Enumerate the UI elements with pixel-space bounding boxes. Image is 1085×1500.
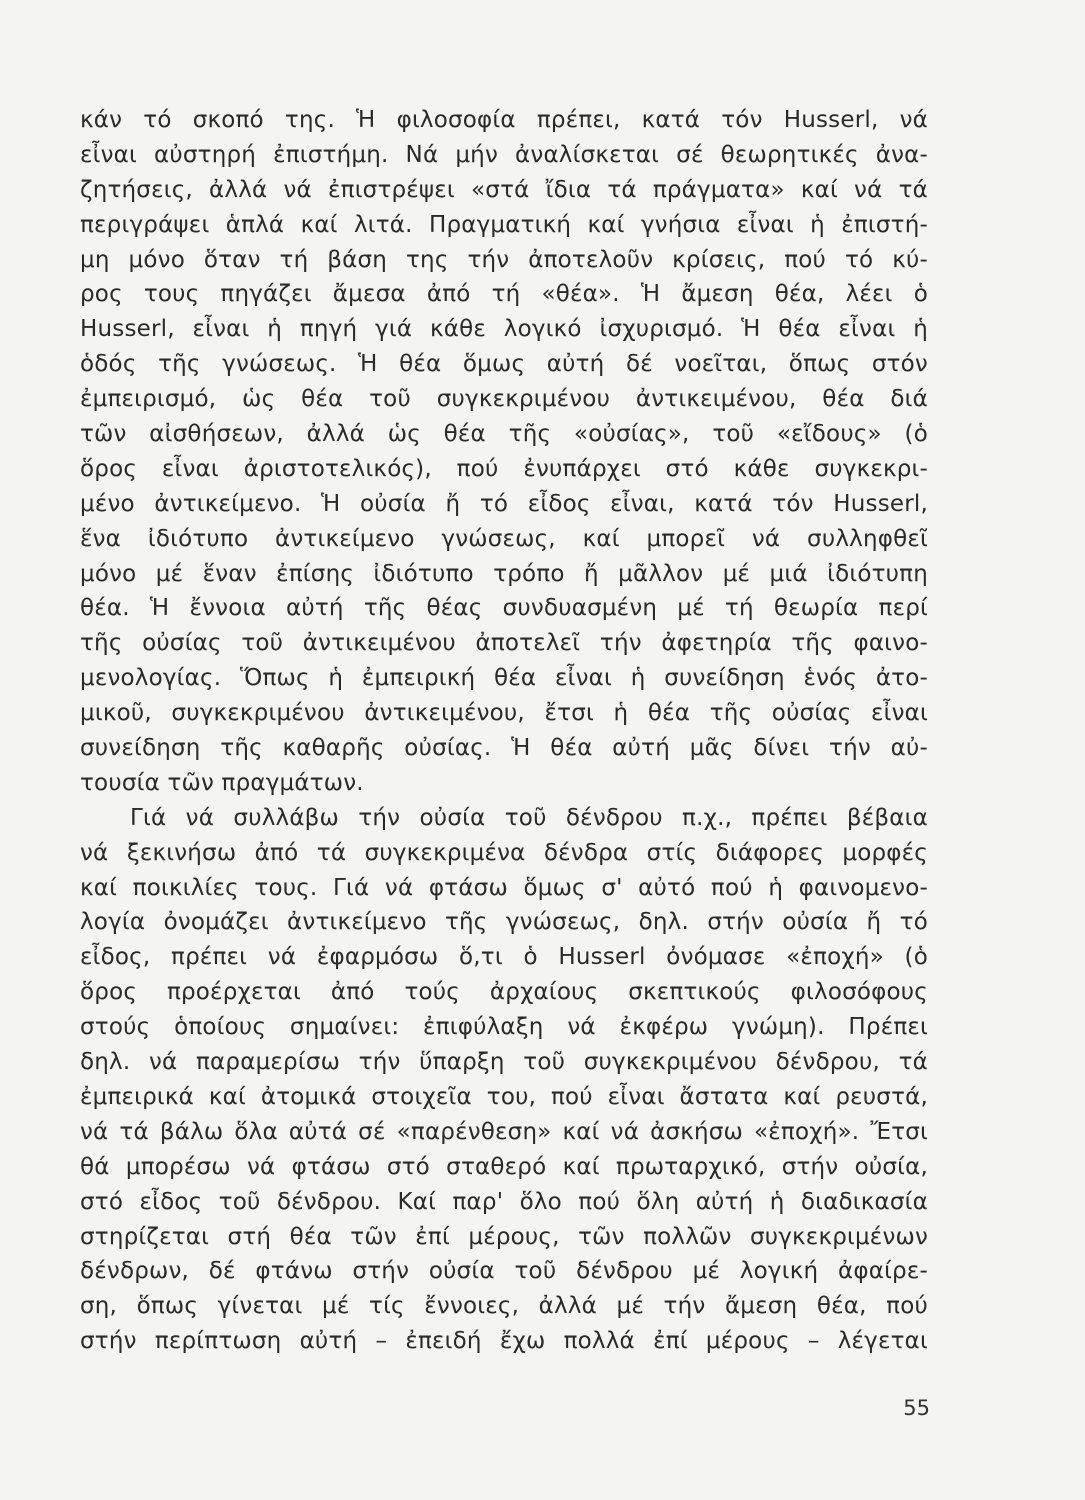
text-line: θέα. Ἡ ἔννοια αὐτή τῆς θέας συνδυασμένη μέ τή θεωρία περί: [80, 595, 928, 622]
page-number: 55: [903, 1396, 930, 1420]
text-line: τουσία τῶν πραγμάτων.: [80, 769, 364, 796]
text-line: λογία ὀνομάζει ἀντικείμενο τῆς γνώσεως, δηλ. στήν οὐσία ἤ τό: [80, 909, 928, 936]
text-line: θά μπορέσω νά φτάσω στό σταθερό καί πρωταρχικό, στήν οὐσία,: [80, 1153, 928, 1180]
text-line: καί ποικιλίες τους. Γιά νά φτάσω ὅμως σ' αὐτό πού ἡ φαινομενο-: [80, 874, 928, 901]
text-line: νά ξεκινήσω ἀπό τά συγκεκριμένα δένδρα στίς διάφορες μορφές: [80, 839, 928, 866]
text-line: ρος τους πηγάζει ἄμεσα ἀπό τή «θέα». Ἡ ἄμεση θέα, λέει ὁ: [80, 281, 928, 308]
text-line: μενολογίας. Ὅπως ἡ ἐμπειρική θέα εἶναι ἡ συνείδηση ἑνός ἀτο-: [80, 665, 928, 692]
text-line: μένο ἀντικείμενο. Ἡ οὐσία ἤ τό εἶδος εἶναι, κατά τόν Husserl,: [80, 490, 928, 517]
text-line: ἐμπειρικά καί ἀτομικά στοιχεῖα του, πού εἶναι ἄστατα καί ρευστά,: [80, 1083, 928, 1110]
text-line: στούς ὁποίους σημαίνει: ἐπιφύλαξη νά ἐκφέρω γνώμη). Πρέπει: [80, 1014, 928, 1041]
text-line: ὅρος εἶναι ἀριστοτελικός), πού ἐνυπάρχει στό κάθε συγκεκρι-: [80, 455, 928, 482]
text-line: ἐμπειρισμό, ὡς θέα τοῦ συγκεκριμένου ἀντικειμένου, θέα διά: [80, 386, 928, 413]
text-line: στήν περίπτωση αὐτή – ἐπειδή ἔχω πολλά ἐπί μέρους – λέγεται: [80, 1328, 928, 1355]
text-line: Husserl, εἶναι ἡ πηγή γιά κάθε λογικό ἰσχυρισμό. Ἡ θέα εἶναι ἡ: [80, 316, 928, 343]
text-line: νά τά βάλω ὅλα αὐτά σέ «παρένθεση» καί νά ἀσκήσω «ἐποχή». Ἔτσι: [80, 1118, 928, 1145]
text-line: δένδρων, δέ φτάνω στήν οὐσία τοῦ δένδρου μέ λογική ἀφαίρε-: [80, 1258, 928, 1285]
text-line: ὅρος προέρχεται ἀπό τούς ἀρχαίους σκεπτικούς φιλοσόφους: [80, 979, 928, 1006]
text-line: περιγράψει ἁπλά καί λιτά. Πραγματική καί γνήσια εἶναι ἡ ἐπιστή-: [80, 211, 928, 238]
text-line: εἶδος, πρέπει νά ἐφαρμόσω ὅ,τι ὁ Husserl ὀνόμασε «ἐποχή» (ὁ: [80, 944, 928, 971]
text-line: τῶν αἰσθήσεων, ἀλλά ὡς θέα τῆς «οὐσίας», τοῦ «εἴδους» (ὁ: [80, 421, 928, 448]
text-line: μόνο μέ ἕναν ἐπίσης ἰδιότυπο τρόπο ἤ μᾶλλον μέ μιά ἰδιότυπη: [80, 560, 928, 587]
text-line: μη μόνο ὅταν τή βάση της τήν ἀποτελοῦν κρίσεις, πού τό κύ-: [80, 246, 928, 273]
text-line: εἶναι αὐστηρή ἐπιστήμη. Νά μήν ἀναλίσκεται σέ θεωρητικές ἀνα-: [80, 141, 928, 168]
text-line: στό εἶδος τοῦ δένδρου. Καί παρ' ὅλο πού ὅλη αὐτή ἡ διαδικασία: [80, 1188, 928, 1215]
paragraph-2: [80, 801, 928, 1359]
text-line: συνείδηση τῆς καθαρῆς οὐσίας. Ἡ θέα αὐτή μᾶς δίνει τήν αὐ-: [80, 735, 928, 762]
text-line: δηλ. νά παραμερίσω τήν ὕπαρξη τοῦ συγκεκριμένου δένδρου, τά: [80, 1049, 928, 1076]
text-line: κάν τό σκοπό της. Ἡ φιλοσοφία πρέπει, κατά τόν Husserl, νά: [80, 107, 928, 133]
text-line: ση, ὅπως γίνεται μέ τίς ἔννοιες, ἀλλά μέ τήν ἄμεση θέα, πού: [80, 1293, 928, 1320]
text-line: ζητήσεις, ἀλλά νά ἐπιστρέψει «στά ἴδια τά πράγματα» καί νά τά: [80, 176, 928, 203]
paragraph-1: [80, 103, 928, 801]
text-line: στηρίζεται στή θέα τῶν ἐπί μέρους, τῶν πολλῶν συγκεκριμένων: [80, 1223, 928, 1250]
text-line: μικοῦ, συγκεκριμένου ἀντικειμένου, ἔτσι ἡ θέα τῆς οὐσίας εἶναι: [80, 700, 928, 727]
body-text: [80, 103, 928, 1359]
text-line: ὁδός τῆς γνώσεως. Ἡ θέα ὅμως αὐτή δέ νοεῖται, ὅπως στόν: [80, 351, 928, 378]
text-line: Γιά νά συλλάβω τήν οὐσία τοῦ δένδρου π.χ., πρέπει βέβαια: [130, 804, 928, 831]
text-line: τῆς οὐσίας τοῦ ἀντικειμένου ἀποτελεῖ τήν ἀφετηρία τῆς φαινο-: [80, 630, 928, 657]
text-line: ἕνα ἰδιότυπο ἀντικείμενο γνώσεως, καί μπορεῖ νά συλληφθεῖ: [80, 525, 928, 552]
